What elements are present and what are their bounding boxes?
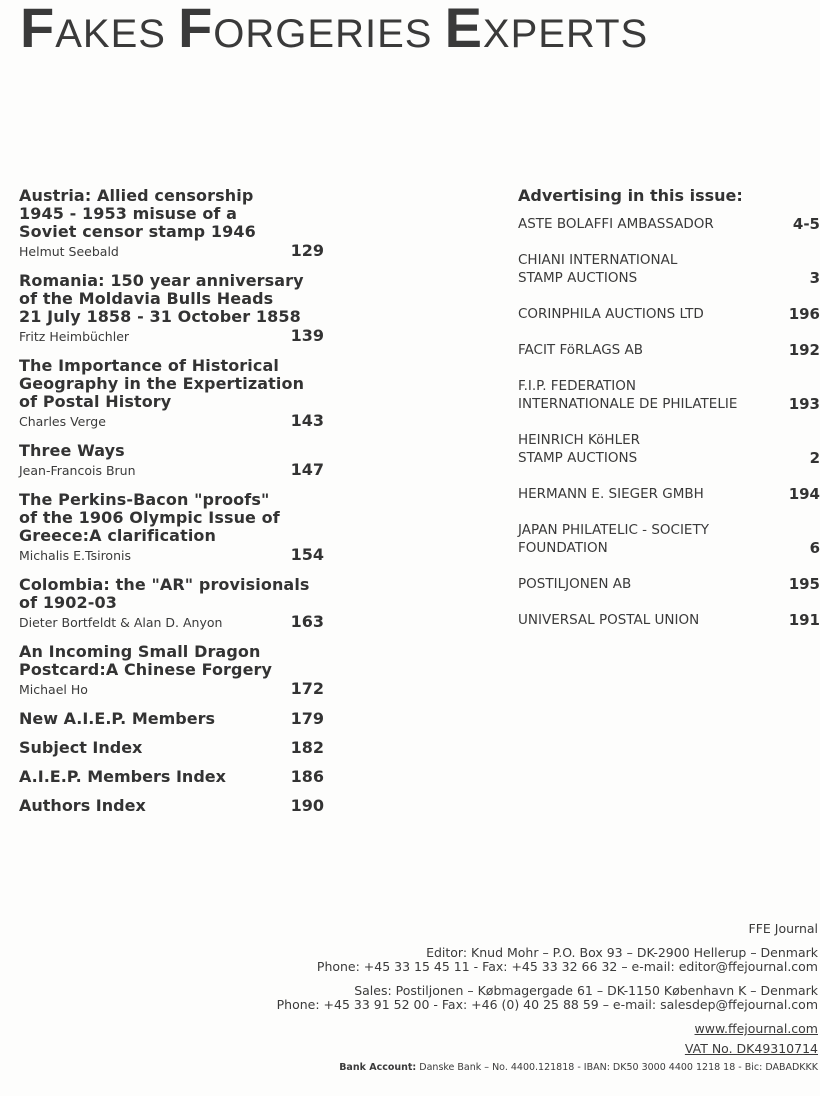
advertiser-name xyxy=(518,377,780,413)
article-title-line: Colombia: the "AR" provisionals xyxy=(19,575,310,594)
index-label: A.I.E.P. Members Index xyxy=(19,767,226,786)
masthead-title: FAKES FORGERIES EXPERTS xyxy=(20,0,649,59)
advertiser-name-line: JAPAN PHILATELIC - SOCIETY xyxy=(518,522,709,538)
index-entry xyxy=(19,797,324,815)
advertiser-row xyxy=(518,485,820,503)
advertiser-row xyxy=(518,305,820,323)
index-entry xyxy=(19,768,324,786)
editor-phone-email: Phone: +45 33 15 45 11 - Fax: +45 33 32 66 32 – e-mail: editor@ffejournal.com xyxy=(316,959,818,974)
article-entry xyxy=(19,187,324,261)
table-of-contents xyxy=(19,187,324,826)
article-page-number: 139 xyxy=(290,326,324,345)
article-entry xyxy=(19,357,324,431)
advertiser-name xyxy=(518,431,780,467)
advertiser-name-line: HERMANN E. SIEGER GMBH xyxy=(518,486,704,502)
advertiser-name xyxy=(518,575,780,593)
article-author: Helmut Seebald xyxy=(19,244,119,259)
advertiser-row xyxy=(518,521,820,557)
advertiser-page-number: 195 xyxy=(788,575,820,593)
article-title-line: Greece:A clarification xyxy=(19,526,216,545)
article-author: Charles Verge xyxy=(19,414,106,429)
bank-account xyxy=(258,1062,818,1074)
article-author: Jean-Francois Brun xyxy=(19,463,136,478)
article-page-number: 154 xyxy=(290,545,324,564)
advertiser-name-line: HEINRICH KöHLER xyxy=(518,432,641,448)
index-label: Authors Index xyxy=(19,796,146,815)
article-title-line: of the Moldavia Bulls Heads xyxy=(19,289,274,308)
article-title-line: Postcard:A Chinese Forgery xyxy=(19,660,273,679)
advertiser-page-number: 191 xyxy=(788,611,820,629)
advertiser-name xyxy=(518,251,780,287)
advertiser-name-line: STAMP AUCTIONS xyxy=(518,270,638,286)
article-title-line: Three Ways xyxy=(19,441,125,460)
article-title-line: The Importance of Historical xyxy=(19,356,279,375)
article-author: Michalis E.Tsironis xyxy=(19,548,131,563)
article-author: Dieter Bortfeldt & Alan D. Anyon xyxy=(19,615,223,630)
article-byline xyxy=(19,612,324,632)
index-page-number: 186 xyxy=(290,767,324,786)
index-label: New A.I.E.P. Members xyxy=(19,709,215,728)
advertiser-row xyxy=(518,431,820,467)
article-byline xyxy=(19,460,324,480)
advertiser-page-number: 192 xyxy=(788,341,820,359)
article-title-line: of Postal History xyxy=(19,392,172,411)
advertising-heading: Advertising in this issue: xyxy=(518,186,743,205)
index-page-number: 179 xyxy=(290,709,324,728)
advertiser-name xyxy=(518,485,780,503)
article-author: Michael Ho xyxy=(19,682,88,697)
advertiser-row xyxy=(518,611,820,629)
advertiser-row xyxy=(518,341,820,359)
article-title-line: 1945 - 1953 misuse of a xyxy=(19,204,238,223)
advertiser-name-line: FACIT FöRLAGS AB xyxy=(518,342,644,358)
editor-address: Editor: Knud Mohr – P.O. Box 93 – DK-2900 Hellerup – Denmark xyxy=(426,945,818,960)
article-entry xyxy=(19,576,324,632)
advertiser-name xyxy=(518,305,780,323)
article-byline xyxy=(19,679,324,699)
article-title-line: of the 1906 Olympic Issue of xyxy=(19,508,280,527)
index-label: Subject Index xyxy=(19,738,143,757)
footer xyxy=(258,922,818,1074)
article-page-number: 129 xyxy=(290,241,324,260)
article-byline xyxy=(19,241,324,261)
advertiser-page-number: 4-5 xyxy=(792,215,820,233)
advertiser-name-line: ASTE BOLAFFI AMBASSADOR xyxy=(518,216,714,232)
index-page-number: 190 xyxy=(290,796,324,815)
advertiser-row xyxy=(518,215,820,233)
article-page-number: 163 xyxy=(290,612,324,631)
bank-label: Bank Account: xyxy=(339,1062,417,1073)
index-page-number: 182 xyxy=(290,738,324,757)
article-page-number: 147 xyxy=(290,460,324,479)
advertiser-name xyxy=(518,341,780,359)
article-title-line: Geography in the Expertization xyxy=(19,374,305,393)
advertiser-name xyxy=(518,611,780,629)
article-title-line: The Perkins-Bacon "proofs" xyxy=(19,490,270,509)
advertiser-page-number: 196 xyxy=(788,305,820,323)
article-byline xyxy=(19,545,324,565)
article-title-line: Austria: Allied censorship xyxy=(19,186,254,205)
article-entry xyxy=(19,491,324,565)
article-title-line: Romania: 150 year anniversary xyxy=(19,271,304,290)
article-title-line: Soviet censor stamp 1946 xyxy=(19,222,256,241)
article-title-line: An Incoming Small Dragon xyxy=(19,642,261,661)
bank-details: Danske Bank – No. 4400.121818 - IBAN: DK50 3000 4400 1218 18 - Bic: DABADKKK xyxy=(419,1062,818,1073)
article-author: Fritz Heimbüchler xyxy=(19,329,130,344)
journal-name: FFE Journal xyxy=(748,921,818,936)
advertiser-name xyxy=(518,521,780,557)
advertiser-page-number: 2 xyxy=(809,449,820,467)
article-title-line: 21 July 1858 - 31 October 1858 xyxy=(19,307,301,326)
advertiser-list xyxy=(518,215,820,629)
sales-address: Sales: Postiljonen – Købmagergade 61 – DK-1150 København K – Denmark xyxy=(354,983,818,998)
article-entry xyxy=(19,643,324,699)
advertiser-name-line: UNIVERSAL POSTAL UNION xyxy=(518,612,700,628)
sales-contact-block xyxy=(258,984,818,1012)
advertiser-name-line: STAMP AUCTIONS xyxy=(518,450,638,466)
advertiser-page-number: 3 xyxy=(809,269,820,287)
article-entry xyxy=(19,442,324,480)
index-entry xyxy=(19,739,324,757)
advertiser-name xyxy=(518,215,780,233)
advertiser-name-line: F.I.P. FEDERATION xyxy=(518,378,636,394)
article-byline xyxy=(19,411,324,431)
advertiser-name-line: POSTILJONEN AB xyxy=(518,576,632,592)
advertiser-name-line: CHIANI INTERNATIONAL xyxy=(518,252,678,268)
advertiser-row xyxy=(518,377,820,413)
advertiser-row xyxy=(518,251,820,287)
advertiser-page-number: 193 xyxy=(788,395,820,413)
article-page-number: 172 xyxy=(290,679,324,698)
advertising-section xyxy=(518,187,820,647)
website-link[interactable]: www.ffejournal.com xyxy=(694,1021,818,1036)
advertiser-page-number: 6 xyxy=(809,539,820,557)
advertiser-row xyxy=(518,575,820,593)
advertiser-name-line: CORINPHILA AUCTIONS LTD xyxy=(518,306,704,322)
editor-contact-block xyxy=(258,946,818,974)
vat-number: VAT No. DK49310714 xyxy=(684,1041,818,1056)
advertiser-name-line: FOUNDATION xyxy=(518,540,608,556)
article-title-line: of 1902-03 xyxy=(19,593,117,612)
sales-phone-email: Phone: +45 33 91 52 00 - Fax: +46 (0) 40 25 88 59 – e-mail: salesdep@ffejournal.com xyxy=(276,997,818,1012)
article-entry xyxy=(19,272,324,346)
advertiser-page-number: 194 xyxy=(788,485,820,503)
article-page-number: 143 xyxy=(290,411,324,430)
article-byline xyxy=(19,326,324,346)
advertiser-name-line: INTERNATIONALE DE PHILATELIE xyxy=(518,396,738,412)
index-entry xyxy=(19,710,324,728)
